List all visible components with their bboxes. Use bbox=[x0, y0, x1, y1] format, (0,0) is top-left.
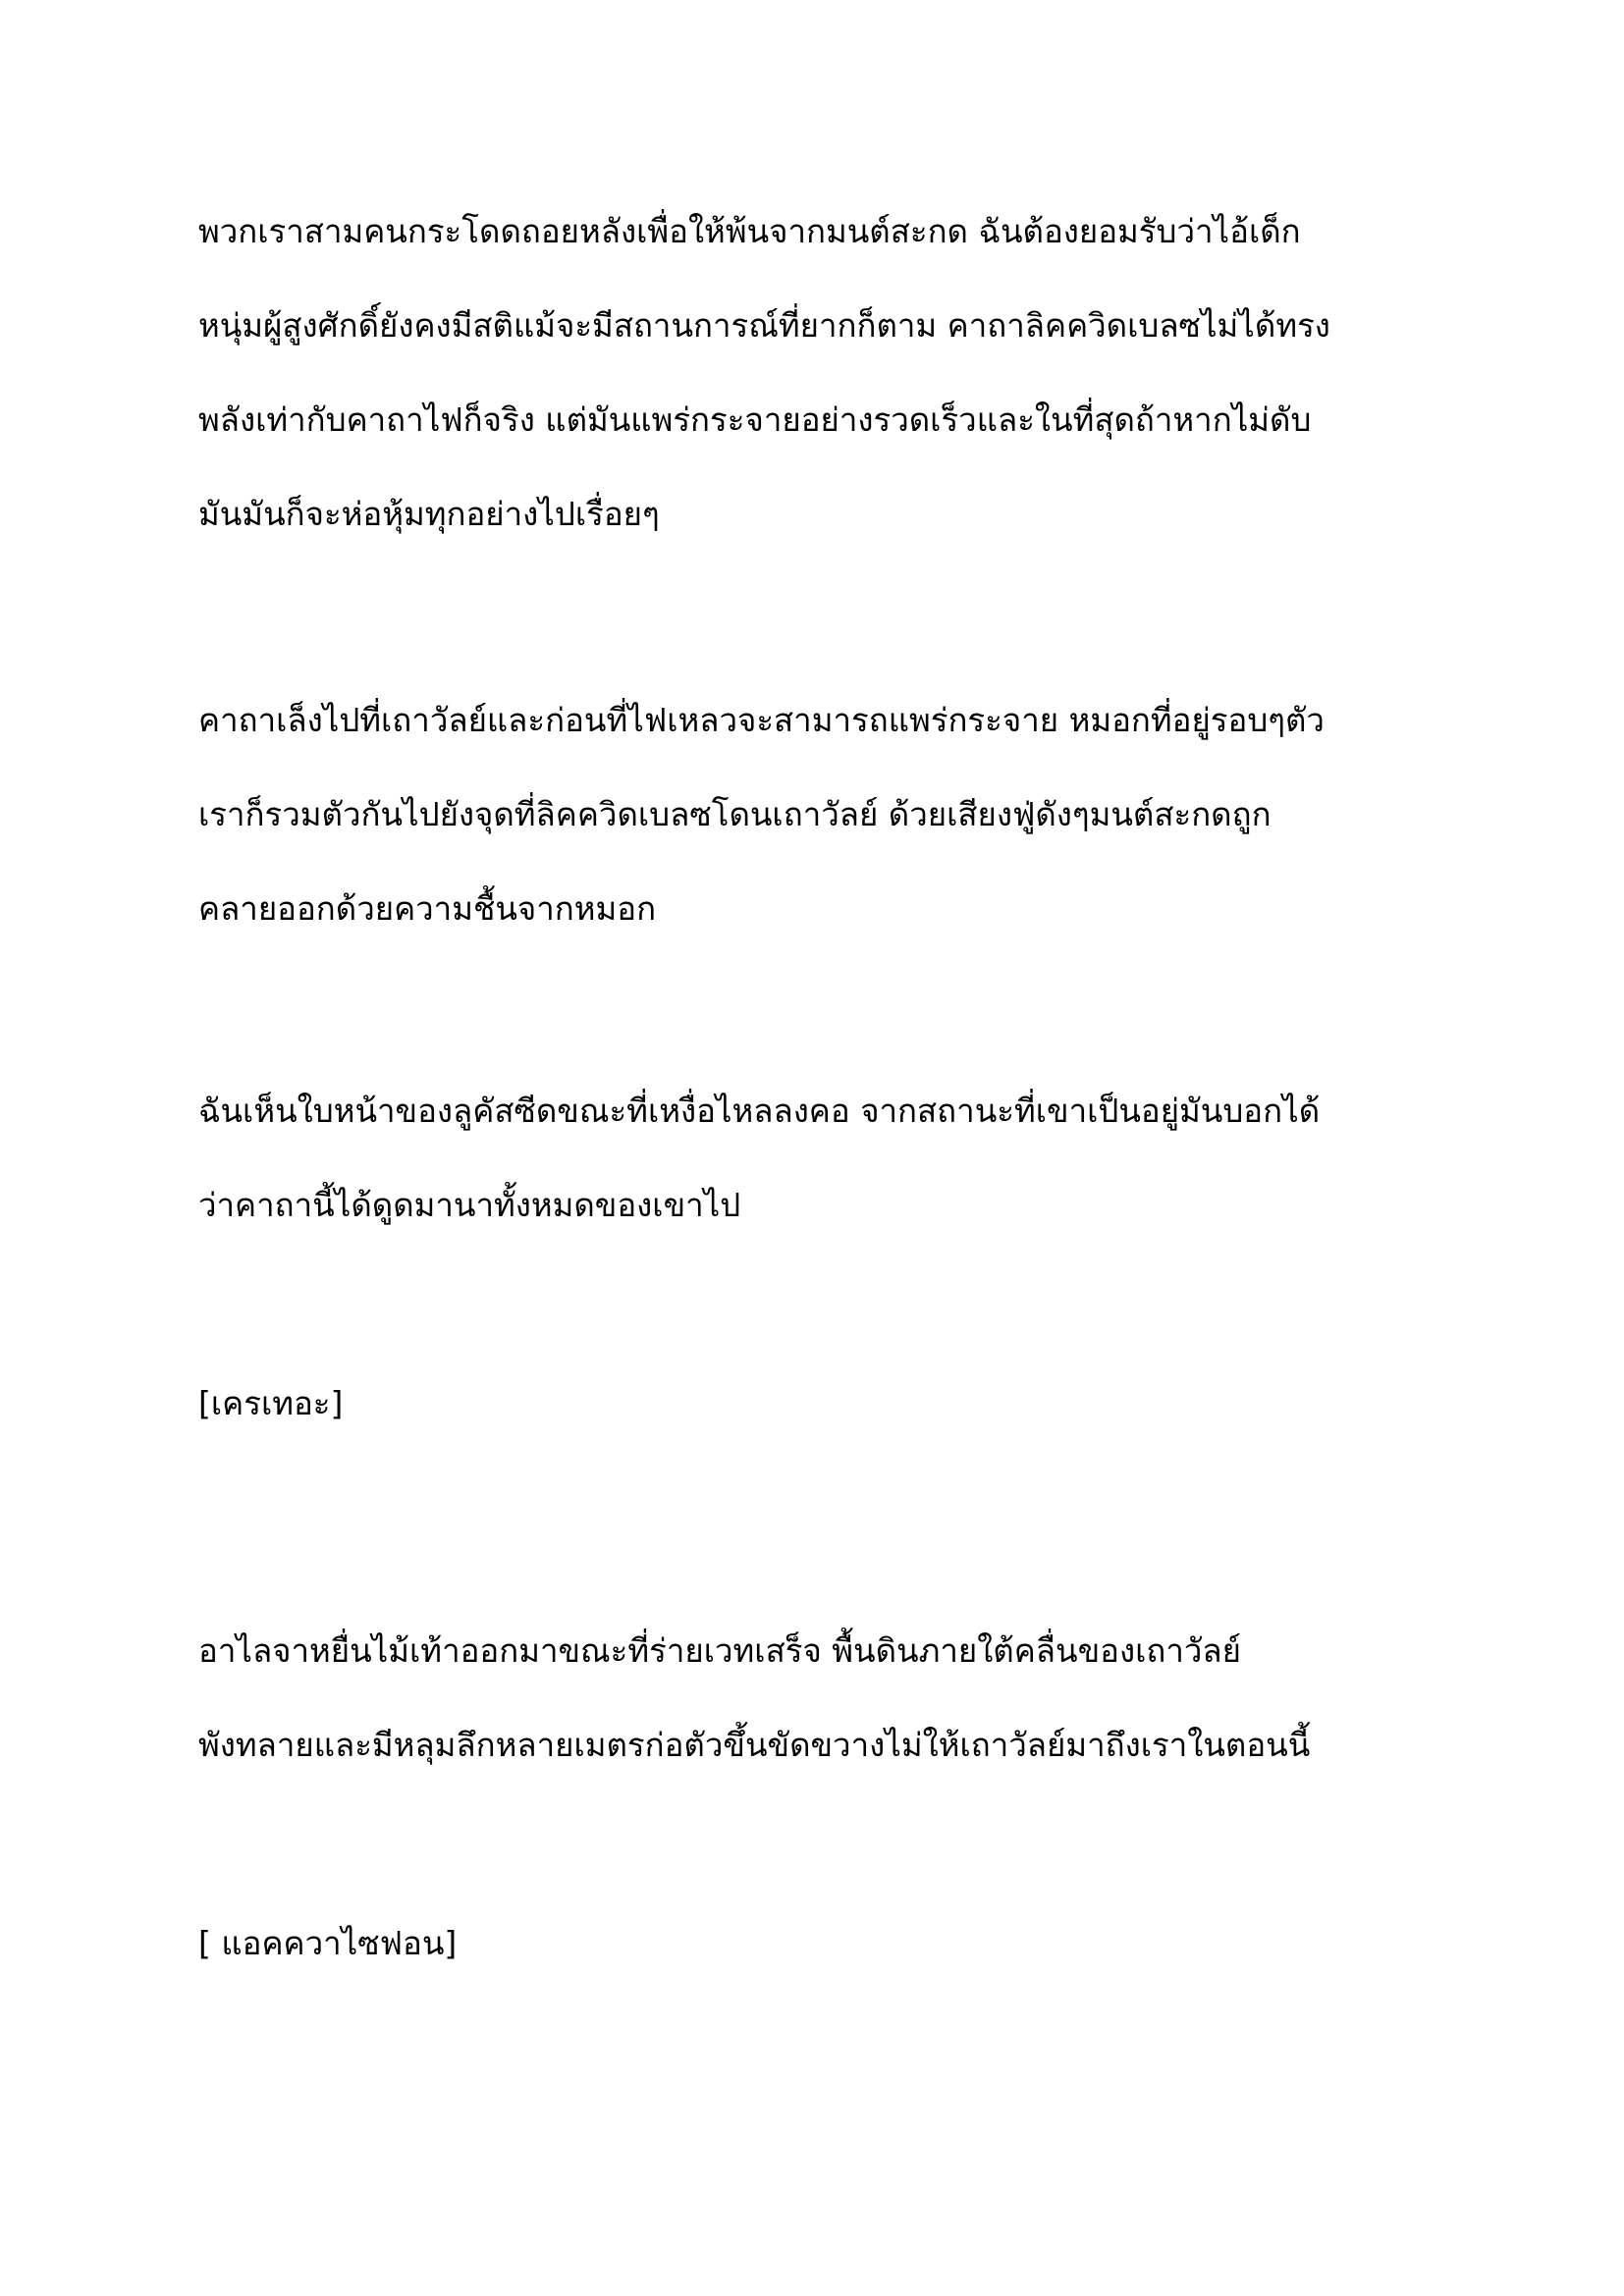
text-line: ว่าคาถานี้ได้ดูดมานาทั้งหมดของเขาไป bbox=[198, 1186, 741, 1224]
paragraph-2 bbox=[198, 673, 1435, 956]
text-line: เราก็รวมตัวกันไปยังจุดที่ลิคควิดเบลซโดนเถาวัลย์ ด้วยเสียงฟู่ดังๆมนต์สะกดถูก bbox=[198, 795, 1272, 833]
text-line: ฉันเห็นใบหน้าของลูคัสซีดขณะที่เหงื่อไหลลงคอ จากสถานะที่เขาเป็นอยู่มันบอกได้ bbox=[198, 1092, 1321, 1130]
paragraph-5 bbox=[198, 1604, 1435, 1792]
text-line: [ แอคควาไซฟอน] bbox=[198, 1924, 458, 1962]
text-line: อาไลจาหยื่นไม้เท้าออกมาขณะที่ร่ายเวทเสร็จ พื้นดินภายใต้คลื่นของเถาวัลย์ bbox=[198, 1631, 1241, 1670]
spell-name-2 bbox=[198, 1896, 1435, 1991]
text-line: [เครเทอะ] bbox=[198, 1384, 344, 1422]
paragraph-1 bbox=[198, 185, 1435, 561]
text-line: คลายออกด้วยความชื้นจากหมอก bbox=[198, 889, 657, 928]
text-line: มันมันก็จะห่อหุ้มทุกอย่างไปเรื่อยๆ bbox=[198, 495, 660, 533]
text-line: พังทลายและมีหลุมลึกหลายเมตรก่อตัวขึ้นขัดขวางไม่ให้เถาวัลย์มาถึงเราในตอนนี้ bbox=[198, 1726, 1311, 1764]
text-line: พวกเราสามคนกระโดดถอยหลังเพื่อให้พ้นจากมนต์สะกด ฉันต้องยอมรับว่าไอ้เด็ก bbox=[198, 212, 1301, 250]
text-line: คาถาเล็งไปที่เถาวัลย์และก่อนที่ไฟเหลวจะสามารถแพร่กระจาย หมอกที่อยู่รอบๆตัว bbox=[198, 701, 1325, 739]
paragraph-3 bbox=[198, 1064, 1435, 1253]
text-line: พลังเท่ากับคาถาไฟก็จริง แต่มันแพร่กระจายอย่างรวดเร็วและในที่สุดถ้าหากไม่ดับ bbox=[198, 400, 1312, 439]
text-line: หนุ่มผู้สูงศักดิ์ยังคงมีสติแม้จะมีสถานการณ์ที่ยากก็ตาม คาถาลิคควิดเบลซไม่ได้ทรง bbox=[198, 306, 1330, 345]
spell-name-1 bbox=[198, 1357, 1435, 1451]
